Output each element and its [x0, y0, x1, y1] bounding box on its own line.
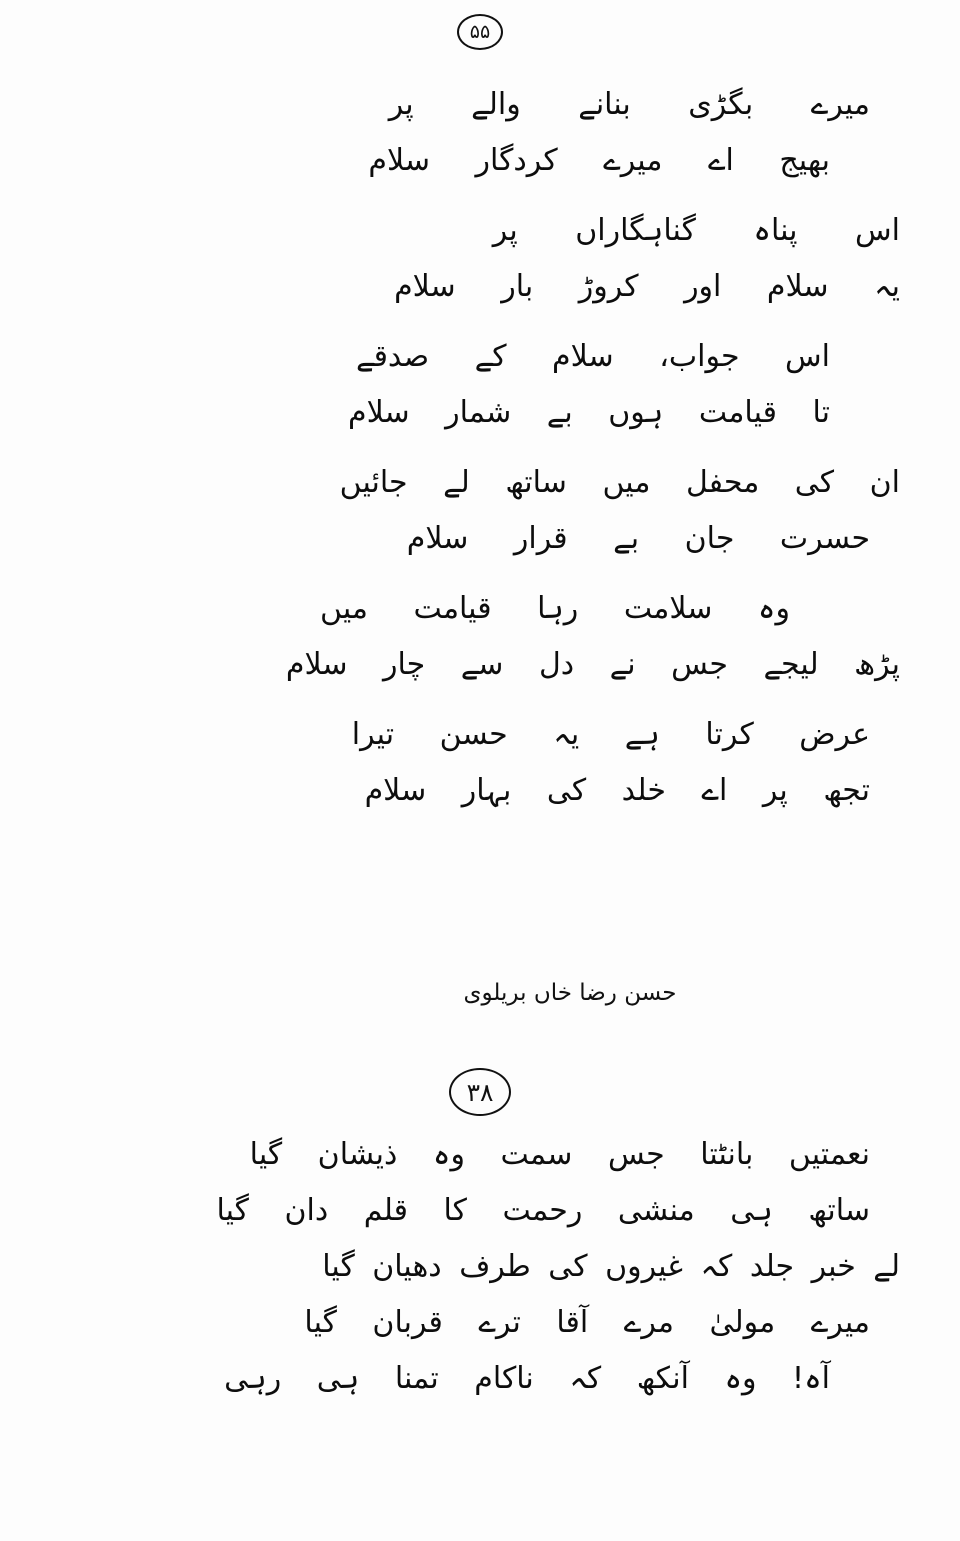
verse-line: ان کی محفل میں ساتھ لے جائیں	[339, 465, 900, 500]
verse-line: تا قیامت ہوں بے شمار سلام	[348, 395, 830, 430]
poem-attribution: حسن رضا خاں بریلوی	[463, 980, 677, 1006]
verse-line: ساتھ ہی منشی رحمت کا قلم دان گیا	[216, 1193, 870, 1228]
verse-line: اس پناہ گناہگاراں پر	[492, 213, 900, 248]
section-number	[0, 1068, 960, 1116]
verse-line: پڑھ لیجے جس نے دل سے چار سلام	[285, 647, 900, 682]
verse-line: میرے مولیٰ مرے آقا ترے قربان گیا	[304, 1305, 870, 1340]
verse-line: آہ! وہ آنکھ کہ ناکام تمنا ہی رہی	[224, 1361, 830, 1396]
poem-block-2	[40, 1137, 920, 1420]
verse-line: لے خبر جلد کہ غیروں کی طرف دھیان گیا	[322, 1249, 900, 1284]
verse-line: نعمتیں بانٹتا جس سمت وہ ذیشان گیا	[249, 1137, 870, 1172]
verse-line: بھیج اے میرے کردگار سلام	[368, 143, 830, 178]
verse-line: وہ سلامت رہا قیامت میں	[319, 591, 790, 626]
poem-block-1	[40, 87, 920, 832]
verse-line: اس جواب، سلام کے صدقے	[355, 339, 830, 374]
section-number-value: ۳۸	[449, 1068, 511, 1116]
verse-line: میرے بگڑی بنانے والے پر	[388, 87, 870, 122]
verse-line: حسرت جان بے قرار سلام	[406, 521, 870, 556]
verse-line: عرض کرتا ہے یہ حسن تیرا	[351, 717, 870, 752]
page-number	[0, 14, 960, 50]
verse-line: یہ سلام اور کروڑ بار سلام	[394, 269, 900, 304]
page-number-value: ۵۵	[457, 14, 503, 50]
verse-line: تجھ پر اے خلد کی بہار سلام	[364, 773, 870, 808]
